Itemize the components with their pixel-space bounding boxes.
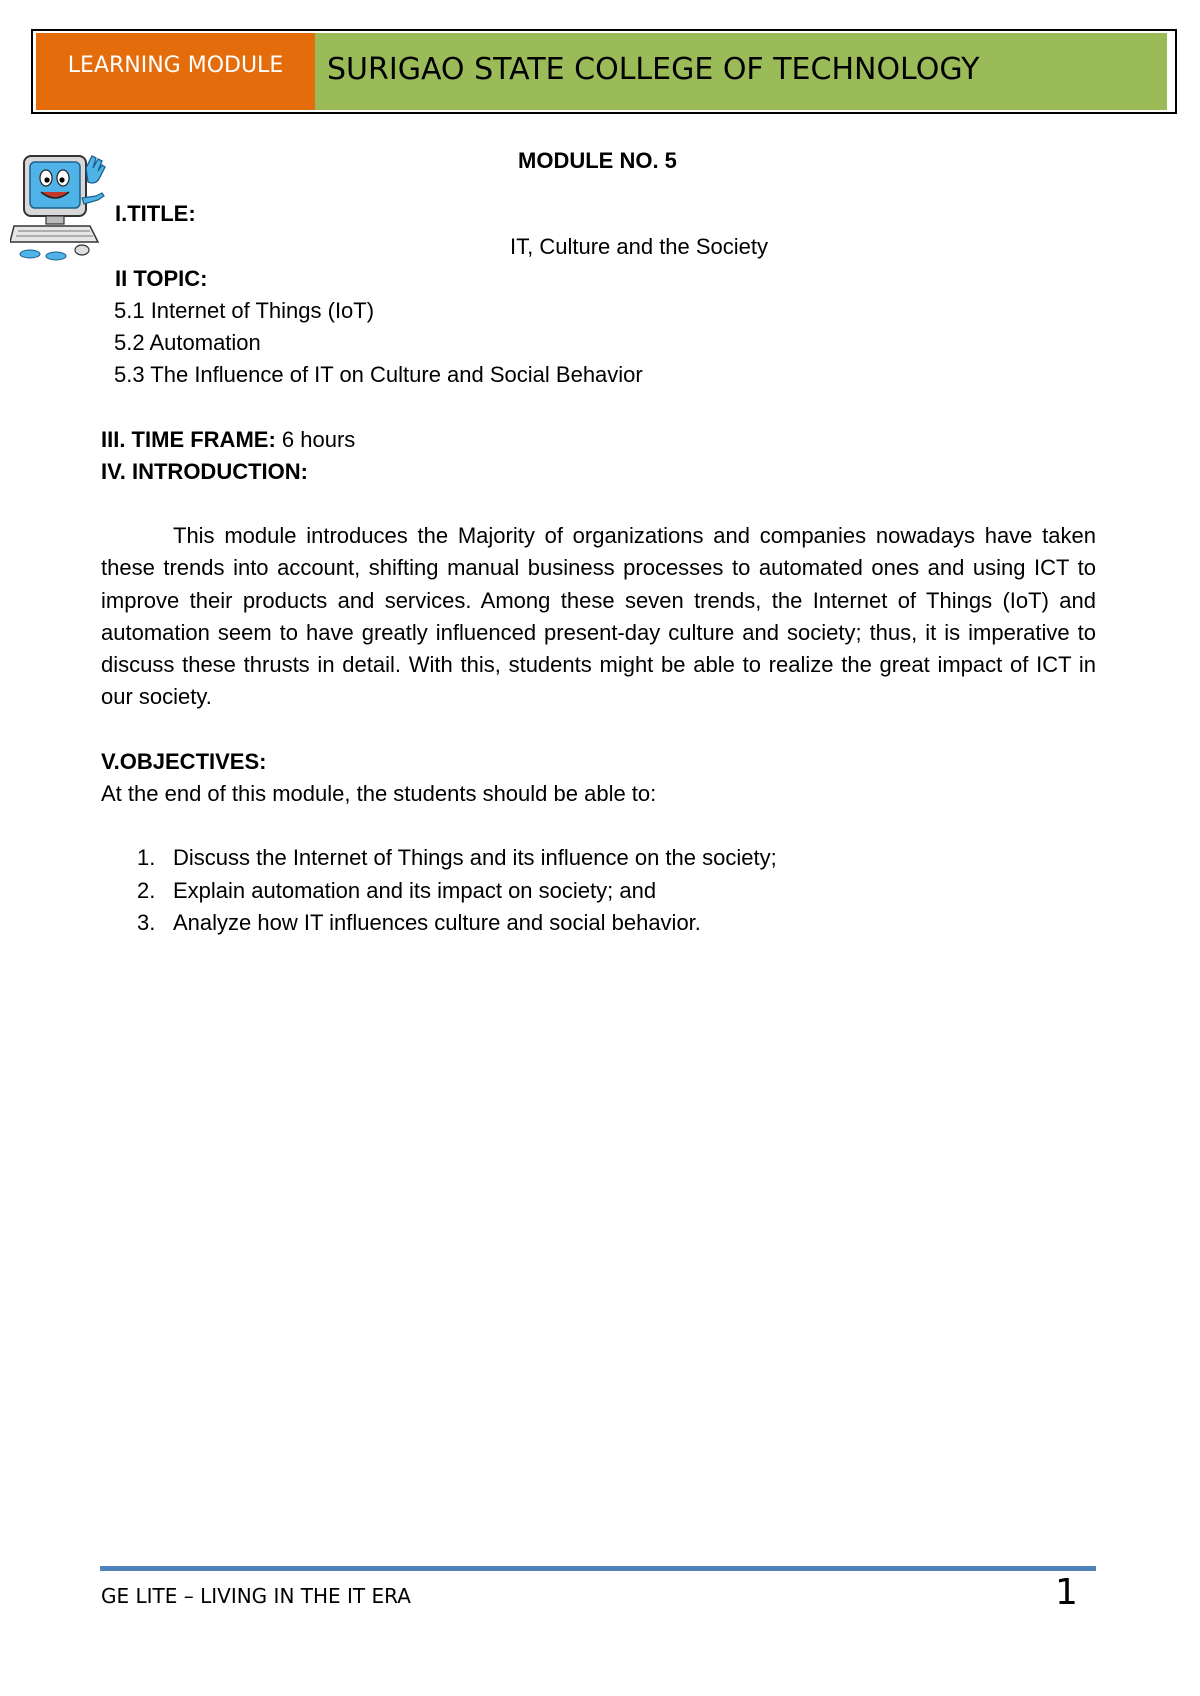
objective-text: Discuss the Internet of Things and its influence on the society; xyxy=(173,845,777,870)
learning-module-label: LEARNING MODULE xyxy=(36,33,315,110)
objectives-list xyxy=(101,842,777,940)
objective-number: 2. xyxy=(137,877,156,903)
college-name-banner: SURIGAO STATE COLLEGE OF TECHNOLOGY xyxy=(315,33,1167,110)
objective-number: 1. xyxy=(137,845,156,870)
footer-rule xyxy=(100,1566,1096,1571)
title-label: I.TITLE: xyxy=(115,201,196,226)
topic-item: 5.1 Internet of Things (IoT) xyxy=(114,298,375,323)
time-frame-line xyxy=(101,424,355,456)
time-frame-value: 6 hours xyxy=(281,427,356,452)
computer-mascot-icon xyxy=(10,150,106,266)
topic-item: 5.3 The Influence of IT on Culture and Social Behavior xyxy=(114,362,643,387)
objective-item xyxy=(101,842,777,875)
topic-label: II TOPIC: xyxy=(115,266,208,291)
objective-item xyxy=(101,907,777,940)
introduction-paragraph xyxy=(101,520,1096,714)
introduction-label: IV. INTRODUCTION: xyxy=(101,459,308,484)
objective-number: 3. xyxy=(137,910,156,935)
title-value: IT, Culture and the Society xyxy=(510,234,769,259)
time-frame-label: III. TIME FRAME: xyxy=(101,427,276,452)
objective-text: Analyze how IT influences culture and social behavior. xyxy=(173,910,701,935)
objective-text: Explain automation and its impact on society; and xyxy=(173,877,657,903)
introduction-text: This module introduces the Majority of organizations and companies nowadays have taken these trends into account, shifting manual business processes to automated ones and using ICT to improve their products and services. Among these seven trends, the Internet of Things (IoT) and automation seem to have greatly influenced present-day culture and society; thus, it is imperative to discuss these thrusts in detail. With this, students might be able to realize the great impact of ICT in our society. xyxy=(101,523,1096,710)
footer-course-title: GE LITE – LIVING IN THE IT ERA xyxy=(101,1584,411,1608)
page-number: 1 xyxy=(1055,1572,1078,1613)
objective-item xyxy=(101,875,777,908)
topic-item: 5.2 Automation xyxy=(114,330,261,355)
objectives-label: V.OBJECTIVES: xyxy=(101,749,267,774)
module-number-heading: MODULE NO. 5 xyxy=(518,148,677,173)
objectives-intro: At the end of this module, the students should be able to: xyxy=(101,781,657,806)
